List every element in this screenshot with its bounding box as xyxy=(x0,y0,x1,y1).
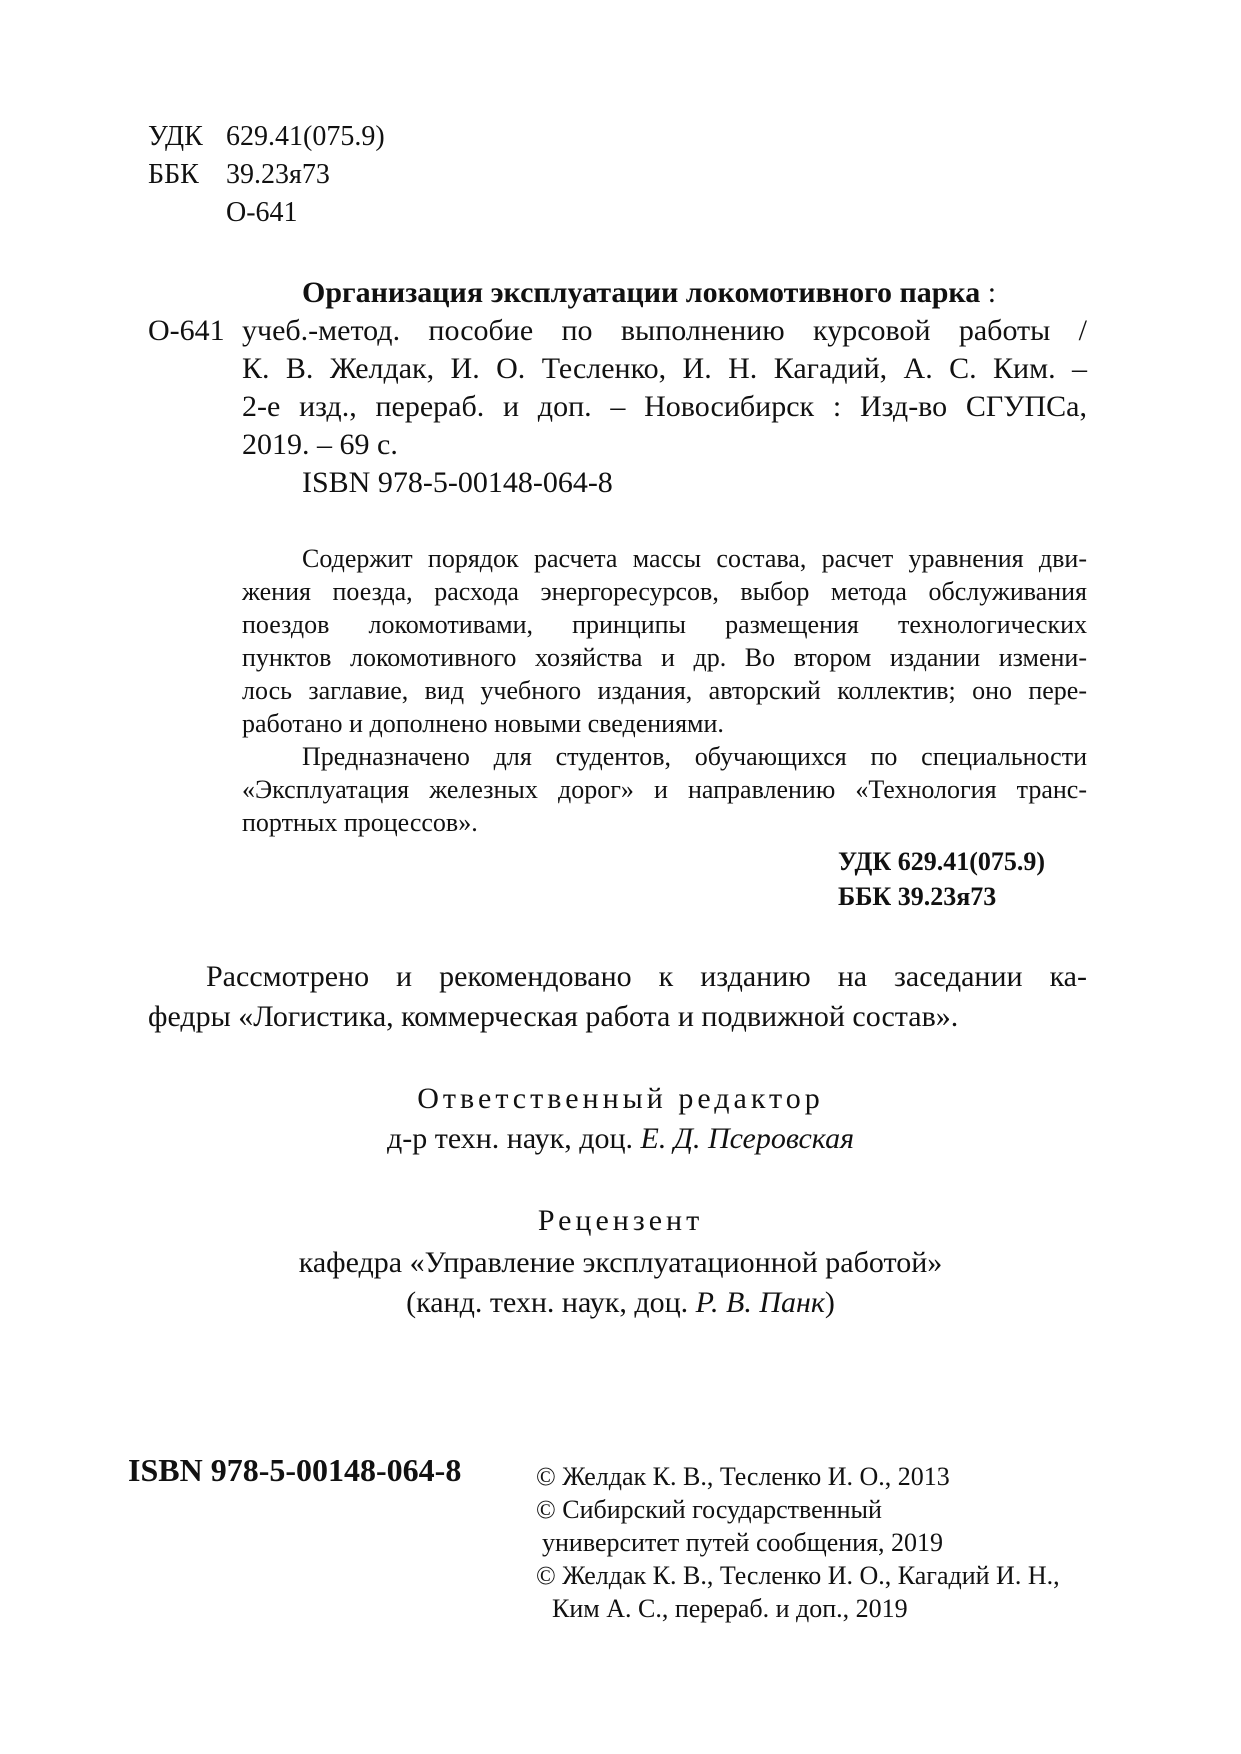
bib-author-mark: О-641 xyxy=(148,314,225,347)
book-title: Организация эксплуатации локомотивного парка xyxy=(302,276,981,309)
title-separator: : xyxy=(980,276,997,309)
reviewer-heading: Рецензент xyxy=(537,1204,704,1237)
annotation-bbk: ББК 39.23я73 xyxy=(838,882,997,911)
copyright-line: Ким А. С., перераб. и доп., 2019 xyxy=(552,1594,908,1623)
annotation-udk: УДК 629.41(075.9) xyxy=(838,847,1046,876)
annotation-line: Предназначено для студентов, обучающихся по специальности xyxy=(302,742,1087,771)
approval-line: Рассмотрено и рекомендовано к изданию на заседании ка- xyxy=(206,960,1087,993)
approval-line: федры «Логистика, коммерческая работа и подвижной состав». xyxy=(148,1000,959,1033)
annotation-line: пунктов локомотивного хозяйства и др. Во втором издании измени- xyxy=(242,643,1087,672)
bib-title-line xyxy=(302,276,996,310)
bib-line: 2019. – 69 с. xyxy=(242,428,398,461)
reviewer-department: кафедра «Управление эксплуатационной работой» xyxy=(298,1246,943,1279)
copyright-line: © Сибирский государственный xyxy=(536,1495,882,1524)
copyright-line: © Желдак К. В., Тесленко И. О., Кагадий И. Н., xyxy=(536,1561,1060,1590)
copyright-line: университет путей сообщения, 2019 xyxy=(542,1528,944,1557)
editor-heading: Ответственный редактор xyxy=(417,1082,824,1115)
reviewer-close: ) xyxy=(824,1286,835,1319)
reviewer-name: Р. В. Панк xyxy=(695,1286,825,1319)
udk-value: 629.41(075.9) xyxy=(226,121,385,152)
reviewer-line xyxy=(0,1286,1241,1320)
udk-label: УДК xyxy=(148,121,203,152)
bib-line: К. В. Желдак, И. О. Тесленко, И. Н. Кагадий, А. С. Ким. – xyxy=(242,352,1087,385)
annotation-line: «Эксплуатация железных дорог» и направлению «Технология транс- xyxy=(242,775,1087,804)
annotation-line: поездов локомотивами, принципы размещения технологических xyxy=(242,610,1087,639)
annotation-line: Содержит порядок расчета массы состава, расчет уравнения дви- xyxy=(302,544,1087,573)
annotation-line: работано и дополнено новыми сведениями. xyxy=(242,709,724,738)
annotation-line: жения поезда, расхода энергоресурсов, выбор метода обслуживания xyxy=(242,577,1087,606)
bib-line: учеб.-метод. пособие по выполнению курсовой работы / xyxy=(242,314,1087,347)
annotation-line: портных процессов». xyxy=(242,808,478,837)
bib-line: 2-е изд., перераб. и доп. – Новосибирск : Изд-во СГУПСа, xyxy=(242,390,1087,423)
footer-isbn: ISBN 978-5-00148-064-8 xyxy=(128,1452,462,1488)
reviewer-credentials: (канд. техн. наук, доц. xyxy=(406,1286,689,1319)
annotation-line: лось заглавие, вид учебного издания, авторский коллектив; оно пере- xyxy=(242,676,1087,705)
editor-name: Е. Д. Псеровская xyxy=(640,1122,855,1155)
author-mark: О-641 xyxy=(226,197,298,228)
copyright-line: © Желдак К. В., Тесленко И. О., 2013 xyxy=(536,1462,950,1491)
editor-credentials: д-р техн. наук, доц. xyxy=(386,1122,634,1155)
editor-line xyxy=(0,1122,1241,1156)
bbk-value: 39.23я73 xyxy=(226,159,330,190)
bbk-label: ББК xyxy=(148,159,199,190)
bib-isbn: ISBN 978-5-00148-064-8 xyxy=(302,466,613,499)
